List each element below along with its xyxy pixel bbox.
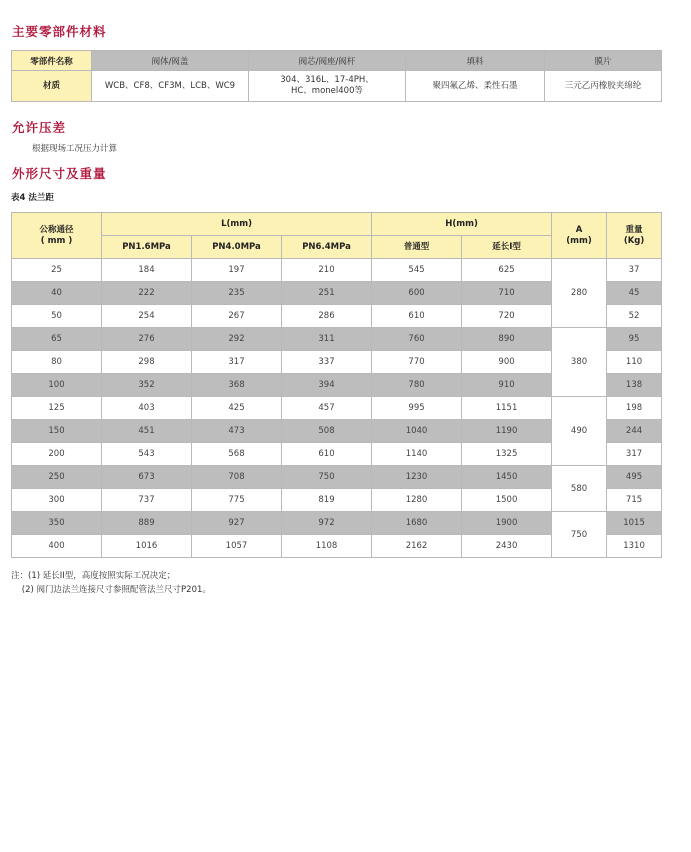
cell-h-standard: 780: [372, 374, 462, 397]
cell-pn40: 317: [192, 351, 282, 374]
cell-weight: 198: [607, 397, 662, 420]
cell-h-extended: 2430: [462, 535, 552, 558]
header-plug-seat-stem: 阀芯/阀座/阀杆: [249, 51, 406, 71]
header-nominal-diameter: [12, 213, 102, 259]
header-a-unit: (mm): [566, 235, 592, 246]
header-pn64: PN6.4MPa: [282, 236, 372, 259]
note-1: 注：(1) 延长II型，高度按照实际工况决定；: [11, 571, 176, 581]
materials-header-row: [12, 51, 662, 71]
cell-a: 380: [552, 328, 607, 397]
cell-weight: 95: [607, 328, 662, 351]
cell-pn64: 750: [282, 466, 372, 489]
cell-h-extended: 900: [462, 351, 552, 374]
cell-weight: 1310: [607, 535, 662, 558]
header-h: H(mm): [372, 213, 552, 236]
cell-pn16: 543: [102, 443, 192, 466]
cell-pn64: 972: [282, 512, 372, 535]
dim-header-row-1: [12, 213, 662, 236]
note-2: (2) 阀门边法兰连接尺寸参照配管法兰尺寸P201。: [11, 585, 211, 595]
cell-dn: 40: [12, 282, 102, 305]
cell-pn16: 298: [102, 351, 192, 374]
cell-pn16: 1016: [102, 535, 192, 558]
cell-pn16: 184: [102, 259, 192, 282]
materials-value-row: [12, 71, 662, 102]
table-row: [12, 397, 662, 420]
material-plug-line-2: HC、monel400等: [290, 86, 363, 96]
cell-pn64: 286: [282, 305, 372, 328]
cell-pn40: 267: [192, 305, 282, 328]
cell-h-extended: 1450: [462, 466, 552, 489]
header-pn40: PN4.0MPa: [192, 236, 282, 259]
header-body-bonnet: 阀体/阀盖: [92, 51, 249, 71]
cell-pn40: 775: [192, 489, 282, 512]
cell-h-standard: 1680: [372, 512, 462, 535]
cell-h-standard: 610: [372, 305, 462, 328]
section-title-materials: 主要零部件材料: [12, 24, 107, 39]
table-row: [12, 259, 662, 282]
header-weight-label: 重量: [625, 224, 643, 235]
table-row: [12, 466, 662, 489]
header-part-name: 零部件名称: [12, 51, 92, 71]
cell-pn64: 819: [282, 489, 372, 512]
material-plug-line-1: 304、316L、17-4PH、: [280, 75, 374, 85]
cell-h-standard: 760: [372, 328, 462, 351]
table-row: [12, 328, 662, 351]
cell-pn16: 889: [102, 512, 192, 535]
cell-dn: 50: [12, 305, 102, 328]
cell-pn64: 610: [282, 443, 372, 466]
material-body-bonnet: WCB、CF8、CF3M、LCB、WC9: [92, 71, 249, 102]
cell-pn16: 254: [102, 305, 192, 328]
cell-dn: 150: [12, 420, 102, 443]
material-diaphragm: 三元乙丙橡胶夹绵纶: [545, 71, 662, 102]
cell-pn16: 737: [102, 489, 192, 512]
cell-pn64: 508: [282, 420, 372, 443]
cell-pn40: 197: [192, 259, 282, 282]
cell-h-extended: 1900: [462, 512, 552, 535]
cell-pn40: 235: [192, 282, 282, 305]
header-standard: 普通型: [372, 236, 462, 259]
dimensions-table: [11, 212, 662, 558]
cell-h-extended: 1500: [462, 489, 552, 512]
cell-dn: 80: [12, 351, 102, 374]
cell-h-standard: 2162: [372, 535, 462, 558]
materials-table: [11, 50, 662, 102]
cell-pn40: 708: [192, 466, 282, 489]
section-title-dimensions: 外形尺寸及重量: [12, 166, 107, 181]
header-a: [552, 213, 607, 259]
cell-h-standard: 545: [372, 259, 462, 282]
cell-pn40: 927: [192, 512, 282, 535]
table-caption: 表4 法兰距: [11, 193, 54, 203]
cell-pn40: 292: [192, 328, 282, 351]
cell-pn40: 568: [192, 443, 282, 466]
cell-h-standard: 995: [372, 397, 462, 420]
cell-pn16: 451: [102, 420, 192, 443]
cell-h-extended: 1190: [462, 420, 552, 443]
cell-dn: 350: [12, 512, 102, 535]
cell-h-extended: 890: [462, 328, 552, 351]
cell-dn: 100: [12, 374, 102, 397]
cell-dn: 400: [12, 535, 102, 558]
cell-a: 490: [552, 397, 607, 466]
cell-pn64: 251: [282, 282, 372, 305]
header-packing: 填料: [406, 51, 545, 71]
cell-weight: 495: [607, 466, 662, 489]
row-label-material: 材质: [12, 71, 92, 102]
header-pn16: PN1.6MPa: [102, 236, 192, 259]
material-plug-seat-stem: [249, 71, 406, 102]
cell-pn16: 276: [102, 328, 192, 351]
table-row: [12, 512, 662, 535]
header-a-label: A: [575, 224, 583, 235]
cell-h-extended: 1325: [462, 443, 552, 466]
cell-pn40: 473: [192, 420, 282, 443]
pressure-text: 根据现场工况压力计算: [32, 144, 118, 154]
cell-pn64: 457: [282, 397, 372, 420]
header-dn-unit: ( mm ): [40, 235, 73, 246]
cell-dn: 65: [12, 328, 102, 351]
cell-pn64: 1108: [282, 535, 372, 558]
material-packing: 聚四氟乙烯、柔性石墨: [406, 71, 545, 102]
cell-pn64: 337: [282, 351, 372, 374]
cell-weight: 138: [607, 374, 662, 397]
cell-pn40: 1057: [192, 535, 282, 558]
cell-a: 580: [552, 466, 607, 512]
cell-a: 750: [552, 512, 607, 558]
cell-pn16: 352: [102, 374, 192, 397]
cell-pn40: 425: [192, 397, 282, 420]
header-weight-unit: (Kg): [623, 235, 645, 246]
cell-h-extended: 720: [462, 305, 552, 328]
cell-weight: 1015: [607, 512, 662, 535]
cell-h-standard: 1280: [372, 489, 462, 512]
cell-h-standard: 1040: [372, 420, 462, 443]
section-title-pressure: 允许压差: [12, 120, 67, 135]
cell-h-standard: 1230: [372, 466, 462, 489]
cell-h-extended: 625: [462, 259, 552, 282]
cell-weight: 52: [607, 305, 662, 328]
cell-pn64: 394: [282, 374, 372, 397]
cell-dn: 125: [12, 397, 102, 420]
cell-weight: 110: [607, 351, 662, 374]
cell-h-extended: 910: [462, 374, 552, 397]
cell-pn64: 311: [282, 328, 372, 351]
cell-h-standard: 770: [372, 351, 462, 374]
cell-h-standard: 1140: [372, 443, 462, 466]
cell-weight: 317: [607, 443, 662, 466]
header-diaphragm: 膜片: [545, 51, 662, 71]
cell-pn16: 222: [102, 282, 192, 305]
cell-pn64: 210: [282, 259, 372, 282]
header-l: L(mm): [102, 213, 372, 236]
header-extended: 延长I型: [462, 236, 552, 259]
cell-pn16: 673: [102, 466, 192, 489]
cell-h-extended: 1151: [462, 397, 552, 420]
cell-dn: 250: [12, 466, 102, 489]
cell-dn: 200: [12, 443, 102, 466]
cell-weight: 45: [607, 282, 662, 305]
cell-weight: 37: [607, 259, 662, 282]
cell-dn: 300: [12, 489, 102, 512]
cell-weight: 244: [607, 420, 662, 443]
cell-pn16: 403: [102, 397, 192, 420]
header-dn-label: 公称通径: [39, 224, 74, 235]
cell-pn40: 368: [192, 374, 282, 397]
cell-h-extended: 710: [462, 282, 552, 305]
cell-dn: 25: [12, 259, 102, 282]
cell-weight: 715: [607, 489, 662, 512]
header-weight: [607, 213, 662, 259]
cell-h-standard: 600: [372, 282, 462, 305]
cell-a: 280: [552, 259, 607, 328]
